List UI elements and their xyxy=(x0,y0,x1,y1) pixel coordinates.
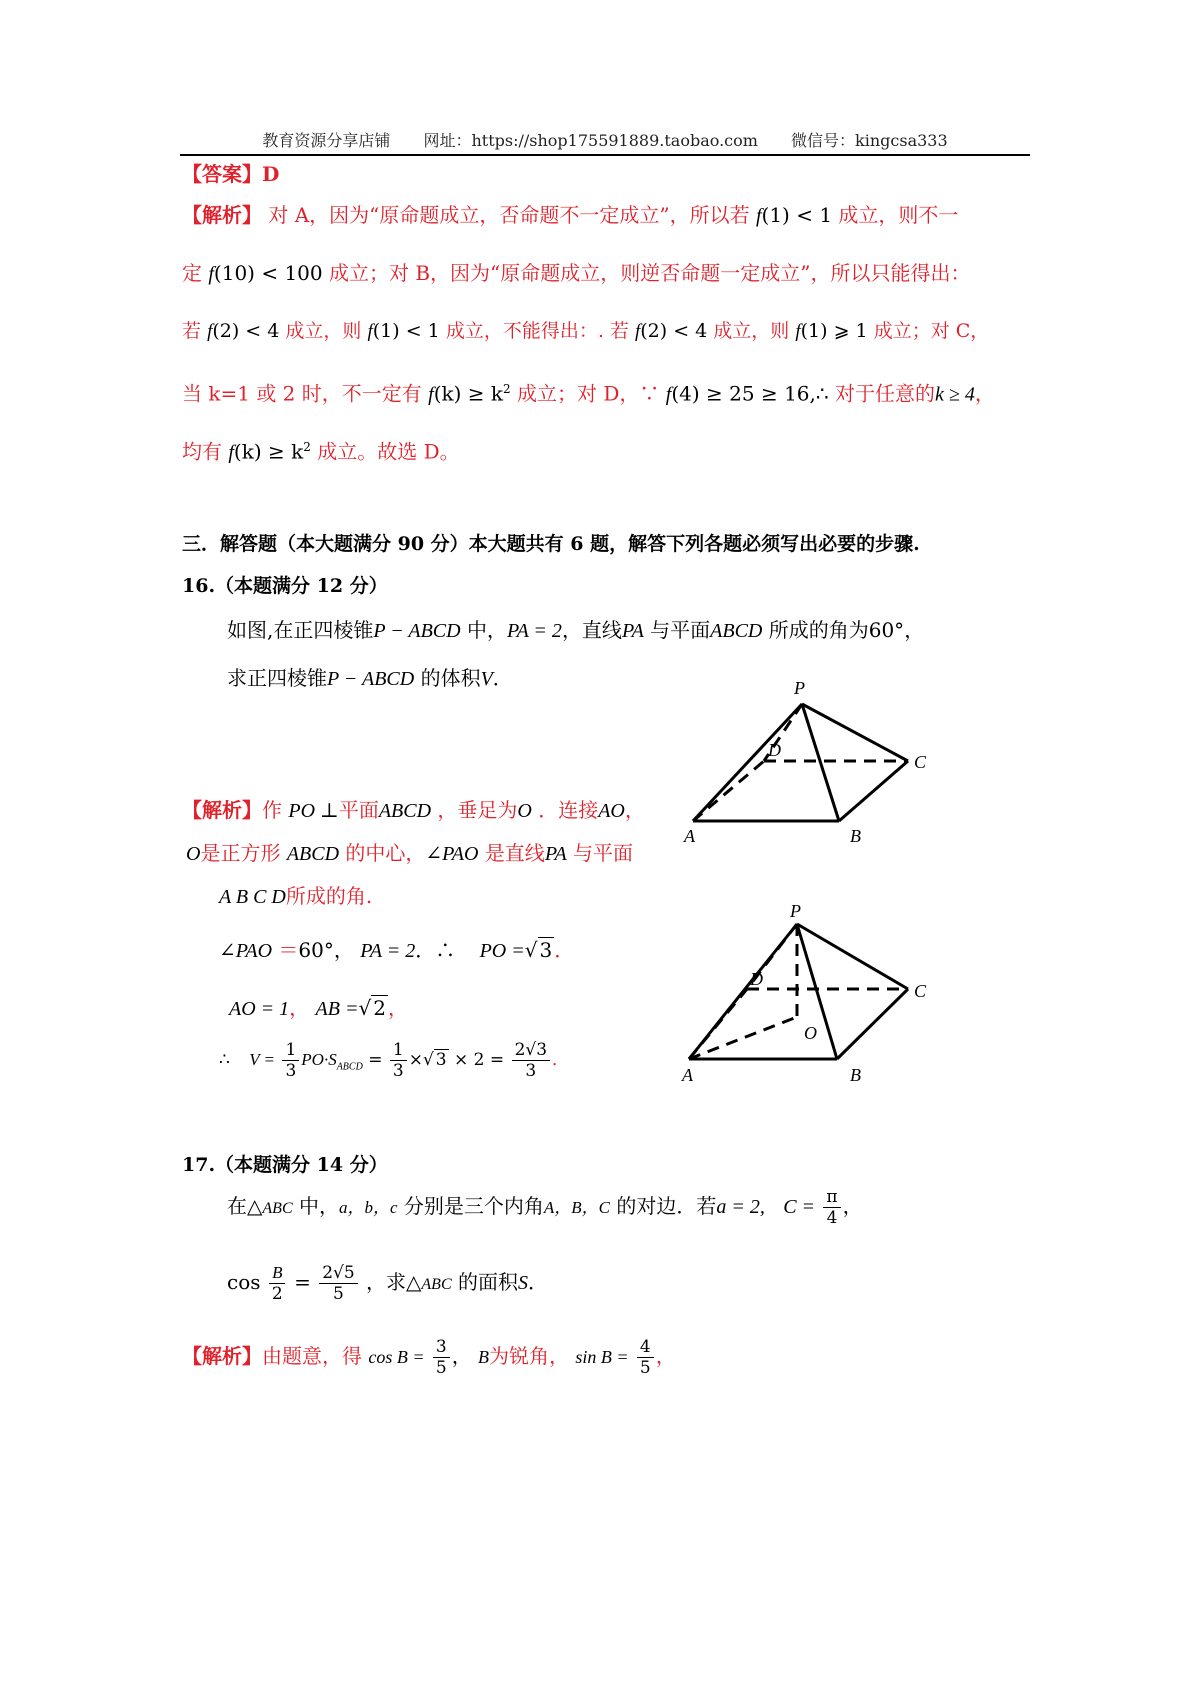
fig1-label-D: D xyxy=(768,740,781,760)
analysis-line-1: 【解析】 对 A，因为“原命题成立，否命题不一定成立”，所以若 f(1) < 1 成立，则不一 xyxy=(182,203,959,227)
q16-statement-1: 如图,在正四棱锥P − ABCD 中，PA = 2，直线PA 与平面ABCD 所成的角为60°， xyxy=(227,618,925,642)
q16-title: 16.（本题满分 12 分） xyxy=(182,575,388,597)
q16-solution-1: 【解析】作 PO ⊥平面ABCD ，垂足为O ．连接AO， xyxy=(182,798,645,822)
q17-title: 17.（本题满分 14 分） xyxy=(182,1154,388,1176)
pyramid-figure-1 xyxy=(684,630,1020,920)
q16-solution-2: O是正方形 ABCD 的中心，∠PAO 是直线PA 与平面 xyxy=(186,841,634,865)
q16-solution-3: A B C D所成的角. xyxy=(219,884,373,908)
analysis-line-5: 均有 $f(k) \ge k^2$ 成立。故选 D。 xyxy=(182,439,460,464)
pyramid-figure-2 xyxy=(682,901,1020,1165)
fig2-label-P: P xyxy=(790,901,801,921)
q16-solution-5: AO = 1， AB =√ 2 ， xyxy=(229,996,408,1020)
q17-solution-1: 【解析】由题意，得 cos B = $\frac{3}{5}$ ， B为锐角， sin B = $\frac{4}{5}$ ， xyxy=(182,1337,676,1378)
fig2-label-A: A xyxy=(682,1065,693,1085)
header-shop: 教育资源分享店铺 xyxy=(262,131,391,150)
fig1-label-A: A xyxy=(684,826,695,846)
page-header xyxy=(180,128,1030,151)
q17-statement-2: cos $\frac{B}{2}$ = $\frac{2√5}{5}$ ，求△ABC 的面积S． xyxy=(227,1263,548,1304)
q16-solution-4: ∠PAO ＝60°， PA = 2．∴ PO =√ 3 ． xyxy=(219,938,575,962)
fig2-label-D: D xyxy=(750,969,763,989)
q16-solution-6: ∴ V = $\frac{1}{3}$ $PO\cdot S_{ABCD}$ = $\frac{1}{3}$ ×√ 3 × 2 = $\frac{2√3}{3}$ ． xyxy=(219,1040,570,1081)
fig1-label-B: B xyxy=(850,826,861,846)
fig1-label-C: C xyxy=(914,752,927,772)
analysis-line-2: 定 f(10) < 100 成立；对 B，因为“原命题成立，则逆否命题一定成立”，所以只能得出： xyxy=(182,261,971,285)
q17-statement-1: 在△ABC 中，a，b，c 分别是三个内角A，B，C 的对边．若a = 2, C = $\frac{\pi}{4}$ ， xyxy=(227,1187,863,1228)
header-rule xyxy=(180,154,1030,156)
analysis-line-3: 若 f(2) < 4 成立，则 f(1) < 1 成立，不能得出：. 若 f(2) < 4 成立，则 f(1) ⩾ 1 成立；对 C， xyxy=(182,320,990,342)
header-wechat: 微信号：kingcsa333 xyxy=(791,131,948,150)
section-3-heading: 三．解答题（本大题满分 90 分）本大题共有 6 题，解答下列各题必须写出必要的步骤. xyxy=(182,533,920,555)
answer-line: 【答案】D xyxy=(182,162,280,186)
header-url: 网址：https://shop175591889.taobao.com xyxy=(423,131,758,150)
fig2-label-C: C xyxy=(914,981,927,1001)
q16-statement-2: 求正四棱锥P − ABCD 的体积V． xyxy=(227,666,513,690)
analysis-line-4: 当 k=1 或 2 时，不一定有 $f(k) \ge k^2$ 成立；对 D，∵ f(4) ≥ 25 ≥ 16,∴ 对于任意的k ≥ 4， xyxy=(182,381,995,406)
fig1-label-P: P xyxy=(794,678,805,698)
fig2-label-O: O xyxy=(804,1023,817,1043)
fig2-label-B: B xyxy=(850,1065,861,1085)
